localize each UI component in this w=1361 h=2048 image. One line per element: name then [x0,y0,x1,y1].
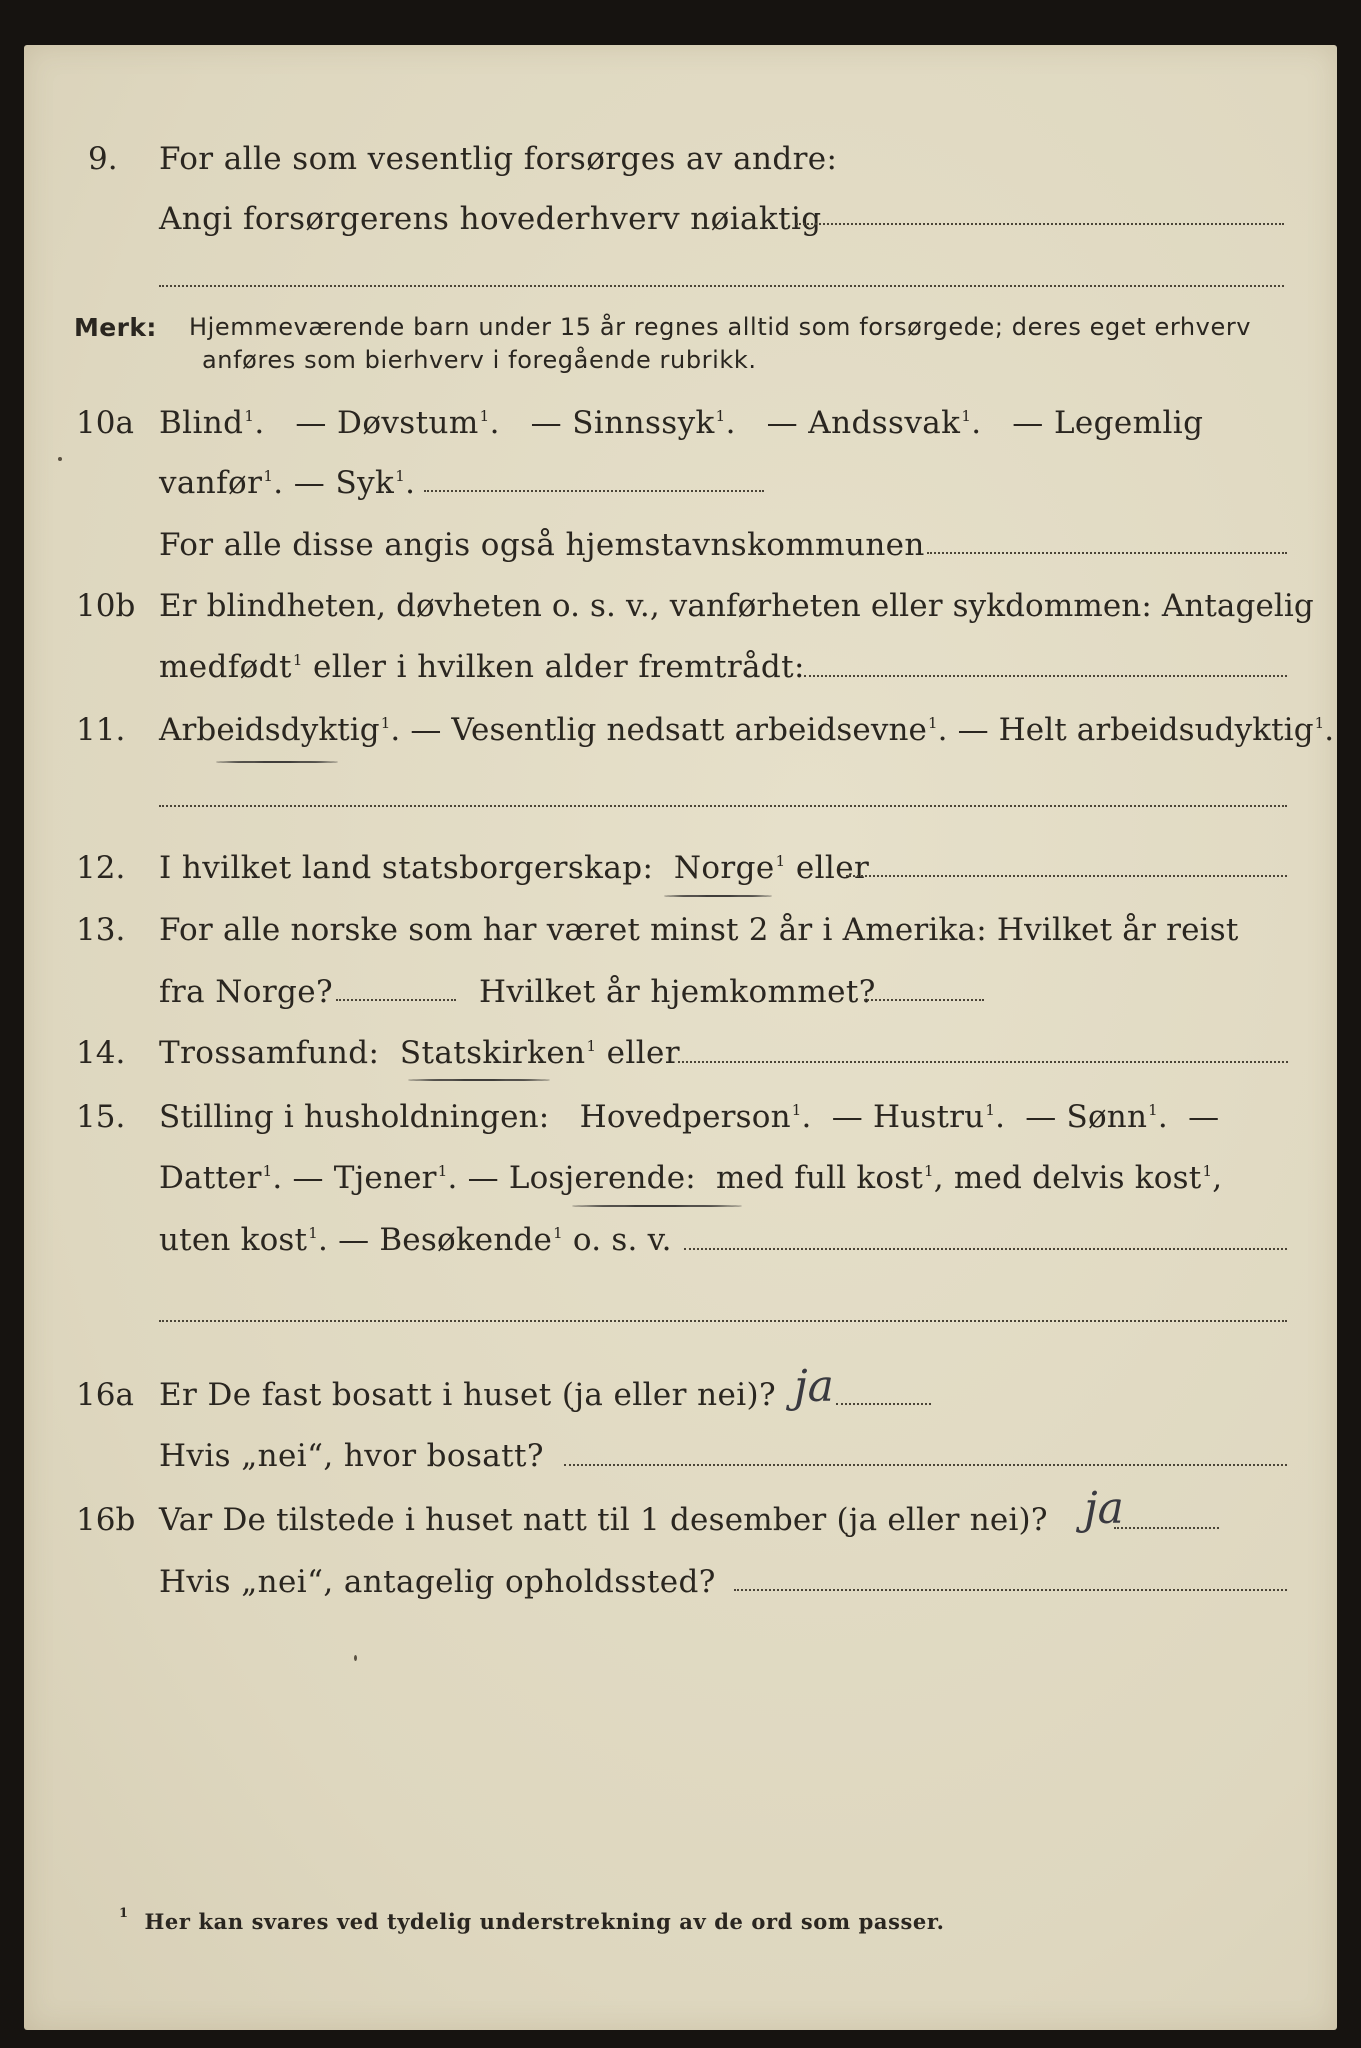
q16b-opholdssted-line[interactable] [734,1589,1287,1591]
q16a-answer-handwritten[interactable]: ja [794,1361,834,1412]
q9-line2: Angi forsørgerens hovederhverv nøiaktig [159,201,822,237]
q11-number: 11. [76,712,126,748]
q10a-dovstum[interactable]: — Døvstum [295,405,479,441]
q12-answer-line[interactable] [846,875,1287,877]
q16a-answer-line[interactable] [836,1403,931,1405]
q16b-line2: Hvis „nei“, antagelig opholdssted? [159,1564,716,1600]
q9-line1: For alle som vesentlig forsørges av andre: [159,141,838,177]
q12-norge[interactable]: Norge [673,850,775,886]
q13-hjemkommet-line[interactable] [864,999,984,1001]
q13-number: 13. [76,912,126,948]
q15-line3: uten kost$^1$. — Besøkende$^1$ o. s. v. [159,1222,672,1258]
q13-line1: For alle norske som har været minst 2 år i Amerika: Hvilket år reist [159,912,1239,948]
merk-line2: anføres som bierhverv i foregående rubrikk. [202,346,757,374]
q15-med-delvis-kost[interactable]: , med delvis kost [933,1160,1202,1196]
q14-text: Trossamfund: [159,1035,380,1071]
q15-osv: o. s. v. [572,1222,672,1258]
q12-eller: eller [795,850,870,886]
q16a-bosatt-line[interactable] [564,1464,1287,1466]
q10a-syk[interactable]: — Syk [293,465,395,501]
q10a-andssvak[interactable]: — Andssvak [766,405,961,441]
merk-label: Merk: [74,313,157,342]
q10b-number: 10b [76,588,136,624]
q15-dash2: — [467,1160,499,1196]
census-form-page [24,45,1337,2030]
q16b-answer-line[interactable] [1114,1527,1219,1529]
q11-arbeidsdyktig[interactable]: Arbeidsdyktig [159,712,380,748]
q15-losjerende[interactable]: Losjerende: [508,1160,696,1196]
q10a-syk-line[interactable] [424,490,764,492]
q16a-line2: Hvis „nei“, hvor bosatt? [159,1438,544,1474]
q10a-number: 10a [76,405,134,441]
q16b-answer-handwritten[interactable]: ja [1084,1483,1124,1534]
q10b-line2: medfødt$^1$ eller i hvilken alder fremtrådt: [159,649,805,685]
footnote: $^1$ Her kan svares ved tydelig understrekning av de ord som passer. [119,1906,945,1934]
q11-line: Arbeidsdyktig$^1$. — Vesentlig nedsatt arbeidsevne$^1$. — Helt arbeidsudyktig$^1$. [159,712,1335,748]
q11-udyktig[interactable]: — Helt arbeidsudyktig [957,712,1314,748]
q15-hovedperson[interactable]: Hovedperson [579,1099,791,1135]
q9-number: 9. [88,141,118,177]
q10b-answer-line[interactable] [804,675,1287,677]
q14-answer-line[interactable] [678,1061,1288,1063]
q15-answer-line[interactable] [684,1248,1287,1250]
q14-statskirken[interactable]: Statskirken [399,1035,586,1071]
q10a-line3: For alle disse angis også hjemstavnskommunen [159,527,925,563]
q10a-sinnssyk[interactable]: — Sinnssyk [530,405,715,441]
merk-line1: Hjemmeværende barn under 15 år regnes alltid som forsørgede; deres eget erhverv [189,313,1252,341]
q15-sonn[interactable]: — Sønn [1025,1099,1148,1135]
q15-dash: — [1188,1099,1220,1135]
q14-eller: eller [606,1035,680,1071]
q15-number: 15. [76,1099,126,1135]
q12-line: I hvilket land statsborgerskap: Norge$^1$ eller [159,850,870,886]
q11-answer-line[interactable] [159,805,1287,807]
q13-reist-line[interactable] [336,999,456,1001]
q10a-line2: vanfør$^1$. — Syk$^1$. [159,465,416,501]
q14-line: Trossamfund: Statskirken$^1$ eller [159,1035,680,1071]
q10b-line1: Er blindheten, døvheten o. s. v., vanførheten eller sykdommen: Antagelig [159,588,1314,624]
q10a-vanfor[interactable]: vanfør [159,465,263,501]
q16a-number: 16a [76,1377,134,1413]
q15-datter[interactable]: Datter [159,1160,262,1196]
q11-nedsatt[interactable]: — Vesentlig nedsatt arbeidsevne [410,712,928,748]
q15-answer-line-2[interactable] [159,1320,1287,1322]
q15-med-full-kost[interactable]: med full kost [716,1160,924,1196]
q12-number: 12. [76,850,126,886]
q10a-blind[interactable]: Blind [159,405,244,441]
q15-line1: Stilling i husholdningen: Hovedperson$^1$. — Hustru$^1$. — Sønn$^1$. — [159,1099,1220,1135]
q15-handwritten-underline [572,1205,742,1207]
q13-hjemkommet: Hvilket år hjemkommet? [479,974,876,1010]
q10a-legemlig[interactable]: — Legemlig [1012,405,1204,441]
q13-fra-norge: fra Norge? [159,974,334,1010]
q16a-line1: Er De fast bosatt i huset (ja eller nei)? [159,1377,777,1413]
q16b-line1: Var De tilstede i huset natt til 1 desember (ja eller nei)? [159,1502,1048,1538]
q15-tjener[interactable]: — Tjener [292,1160,437,1196]
q10b-medfodt[interactable]: medfødt [159,649,292,685]
q10a-line1: Blind$^1$. — Døvstum$^1$. — Sinnssyk$^1$. — Andssvak$^1$. — Legemlig [159,405,1204,441]
q15-besokende[interactable]: — Besøkende [338,1222,553,1258]
q12-handwritten-underline [664,895,772,897]
q10b-alder: eller i hvilken alder fremtrådt: [313,649,805,685]
paper-speck [354,1655,357,1661]
q12-text: I hvilket land statsborgerskap: [159,850,654,886]
q15-uten-kost[interactable]: uten kost [159,1222,308,1258]
q9-answer-line[interactable] [796,223,1284,225]
q14-handwritten-underline [408,1079,550,1081]
q15-hustru[interactable]: — Hustru [831,1099,985,1135]
paper-speck [58,457,62,461]
q15-text: Stilling i husholdningen: [159,1099,550,1135]
q14-number: 14. [76,1035,126,1071]
q16b-number: 16b [76,1502,136,1538]
q10a-kommune-line[interactable] [927,552,1287,554]
q15-line2: Datter$^1$. — Tjener$^1$. — Losjerende: med full kost$^1$, med delvis kost$^1$, [159,1160,1223,1196]
q11-handwritten-underline [216,761,338,763]
q9-answer-line-2[interactable] [159,285,1284,287]
